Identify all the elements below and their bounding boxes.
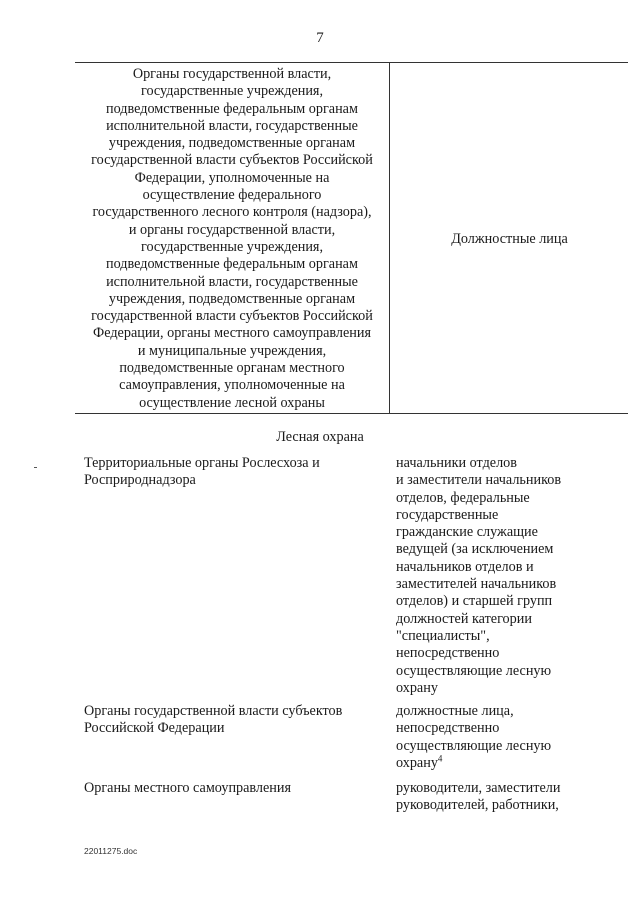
row-organ-regional: Органы государственной власти субъектов Российской Федерации: [84, 703, 343, 737]
row-officials-regional-text: должностные лица, непосредственно осуществляющие лесную охрану: [396, 703, 552, 771]
footer-file-name: 22011275.doc: [84, 846, 138, 856]
row-organ-territorial: Территориальные органы Рослесхоза и Росприроднадзора: [84, 455, 320, 489]
page-number: 7: [316, 30, 324, 46]
row-organ-municipal: Органы местного самоуправления: [84, 780, 292, 796]
authorities-cell: Органы государственной власти, государственные учреждения, подведомственные федеральным органам исполнительной власти, государственные учреждения, подведомственные органам государственной власти субъектов Российской Федерации, уполномоченные на осуществление федерального государственного лесного контроля (надзора), и органы государственной власти, государственные учреждения, подведомственные федеральным органам исполнительной власти, государственные учреждения, подведомственные органам государственной власти субъектов Российской Федерации, органы местного самоуправления и муниципальные учреждения, подведомственные органам местного самоуправления, уполномоченные на осуществление лесной охраны: [91, 66, 373, 411]
column-divider: [389, 63, 390, 413]
row-officials-territorial: начальники отделов и заместители начальников отделов, федеральные государственные гражданские служащие ведущей (за исключением начальников отделов и заместителей начальников отделов) и старшей групп должностей категории "специалисты", непосредственно осуществляющие лесную охрану: [396, 455, 562, 696]
row-officials-municipal: руководители, заместители руководителей, работники,: [396, 780, 561, 814]
row-officials-regional: [396, 703, 596, 772]
authorities-table: [75, 62, 628, 414]
section-title: Лесная охрана: [276, 429, 364, 445]
officials-cell: Должностные лица: [451, 231, 568, 247]
footnote-marker: 4: [437, 753, 443, 764]
margin-mark: [34, 467, 37, 468]
